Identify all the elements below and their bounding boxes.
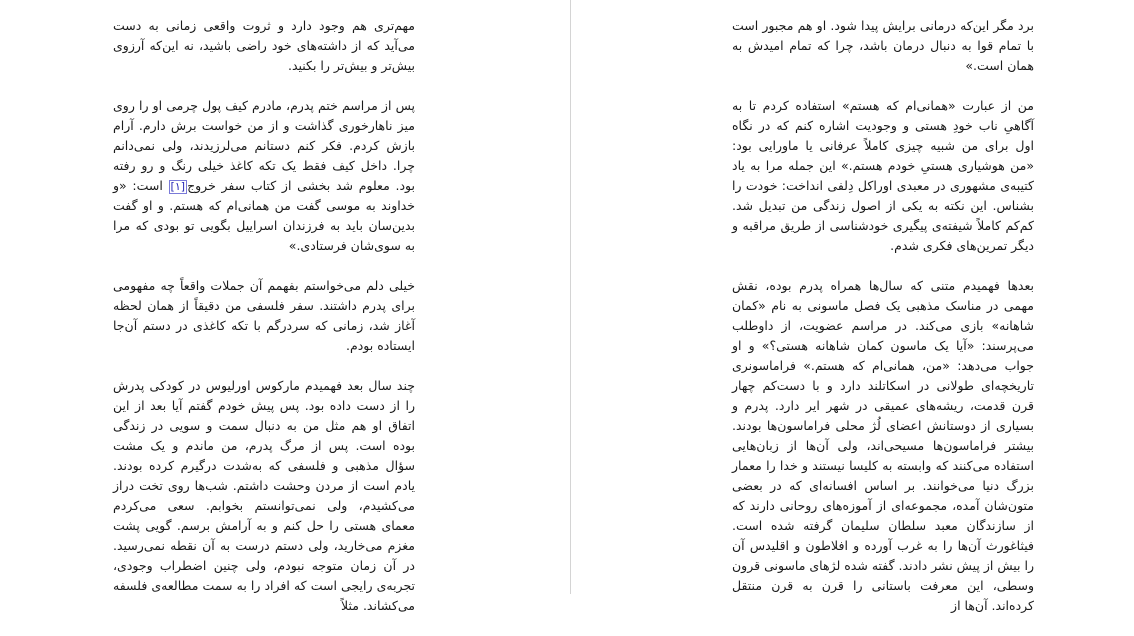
- left-page-text: [113, 16, 415, 636]
- right-paragraph-2: من از عبارت «همانی‌ام که هستم» استفاده کردم تا به آگاهیِ ناب خودِ هستی و وجودیت اشاره کنم که در نگاه اول برای من شبیه چیزی کاملاً عرفانی یا ماورایی بود: «من هوشیاری هستیِ خودم هستم.» این جمله مرا به یاد کتیبه‌ی مشهوری در معبدی اوراکل دِلفی انداخت: خودت را بشناس. این نکته به یکی از اصول زندگی من تبدیل شد. کم‌کم کاملاً شیفته‌ی پیگیری خودشناسی از طریق مراقبه و دیگر تمرین‌های فکری شدم.: [732, 98, 1034, 253]
- right-paragraph-3: بعدها فهمیدم متنی که سال‌ها همراه پدرم بوده، نقش مهمی در مناسک مذهبی یک فصل ماسونی به نام «کمان شاهانه» بازی می‌کند. در مراسم عضویت، از داوطلب می‌پرسند: «آیا یک ماسون کمان شاهانه هستی؟» و او جواب می‌دهد: «من، همانی‌ام که هستم.» فراماسونری تاریخچه‌ای طولانی در اسکاتلند دارد و با دست‌کم چهار قرن قدمت، ریشه‌های عمیقی در شهر ایر دارد. پدرم و بسیاری از دوستانش اعضای لُژ محلی فراماسون‌ها بودند. بیشتر فراماسون‌ها مسیحی‌اند، ولی آن‌ها از زبان‌هایی استفاده می‌کنند که وابسته به کلیسا نیستند و خدا را معمار بزرگ دنیا می‌خوانند. بر اساس افسانه‌ای که در بعضی متون‌شان آمده، مجموعه‌ای از آموزه‌های روحانی دارند که از سازندگان معبد سلطان سلیمان گرفته شده است. فیثاغورث آن‌ها را به غرب آورده و افلاطون و اقلیدس آن را بیش از پیش نشر دادند. گفته شده لژهای ماسونی قرون وسطی، این معرفت باستانی را قرن به قرن منتقل کرده‌اند. آن‌ها از: [732, 278, 1034, 613]
- left-paragraph-1: مهم‌تری هم وجود دارد و ثروت واقعی زمانی به دست می‌آید که از داشته‌های خود راضی باشید، نه این‌که آرزوی بیش‌تر و بیش‌تر را بکنید.: [113, 18, 415, 73]
- left-paragraph-2-after: است: «و خداوند به موسی گفت من همانی‌ام که هستم. و او گفت بدین‌سان باید به فرزندان اسراییل بگویی تو بودی که مرا به سوی‌شان فرستادی.»: [113, 178, 415, 253]
- left-paragraph-3: خیلی دلم می‌خواستم بفهمم آن جملات واقعاً چه مفهومی برای پدرم داشتند. سفر فلسفی من دقیقاً از همان لحظه آغاز شد، زمانی که سردرگم با تکه کاغذی در دستم آن‌جا ایستاده بودم.: [113, 278, 415, 353]
- page-divider: [570, 0, 571, 594]
- right-page-text: [732, 16, 1034, 636]
- left-paragraph-2: [113, 96, 415, 256]
- footnote-link[interactable]: [۱]: [170, 180, 186, 193]
- right-paragraph-1: برد مگر این‌که درمانی برایش پیدا شود. او هم مجبور است با تمام قوا به دنبال درمان باشد، چرا که تمام امیدش به همان است.»: [732, 18, 1034, 73]
- left-page: [0, 0, 570, 613]
- left-paragraph-2-before: پس از مراسم ختم پدرم، مادرم کیف پول چرمی او را روی میز ناهارخوری گذاشت و از من خواست برش دارم. آرام بازش کردم. فکر کنم دستانم می‌لرزیدند، ولی نمی‌دانم چرا. داخل کیف فقط یک تکه کاغذ خیلی رنگ و رو رفته بود. معلوم شد بخشی از کتاب سفر خروج: [113, 98, 415, 193]
- right-page: [570, 0, 1134, 613]
- left-paragraph-4: چند سال بعد فهمیدم مارکوس اورلیوس در کودکی پدرش را از دست داده بود. پس پیش خودم گفتم آیا بعد از این اتفاق او هم مثل من به دنبال سمت و سویی در زندگی بوده است. پس از مرگ پدرم، من ماندم و یک مشت سؤال مذهبی و فلسفی که به‌شدت درگیرم کرده بودند. یادم است از مردن وحشت داشتم. شب‌ها روی تخت دراز می‌کشیدم، ولی نمی‌توانستم بخوابم. سعی می‌کردم معمای هستی را حل کنم و به آرامش برسم. گویی پشت مغزم می‌خارید، ولی دستم درست به آن نقطه نمی‌رسید. در آن زمان متوجه نبودم، ولی چنین اضطراب وجودی، تجربه‌ی رایجی است که افراد را به سمت مطالعه‌ی فلسفه می‌کشاند. مثلاً: [113, 378, 415, 613]
